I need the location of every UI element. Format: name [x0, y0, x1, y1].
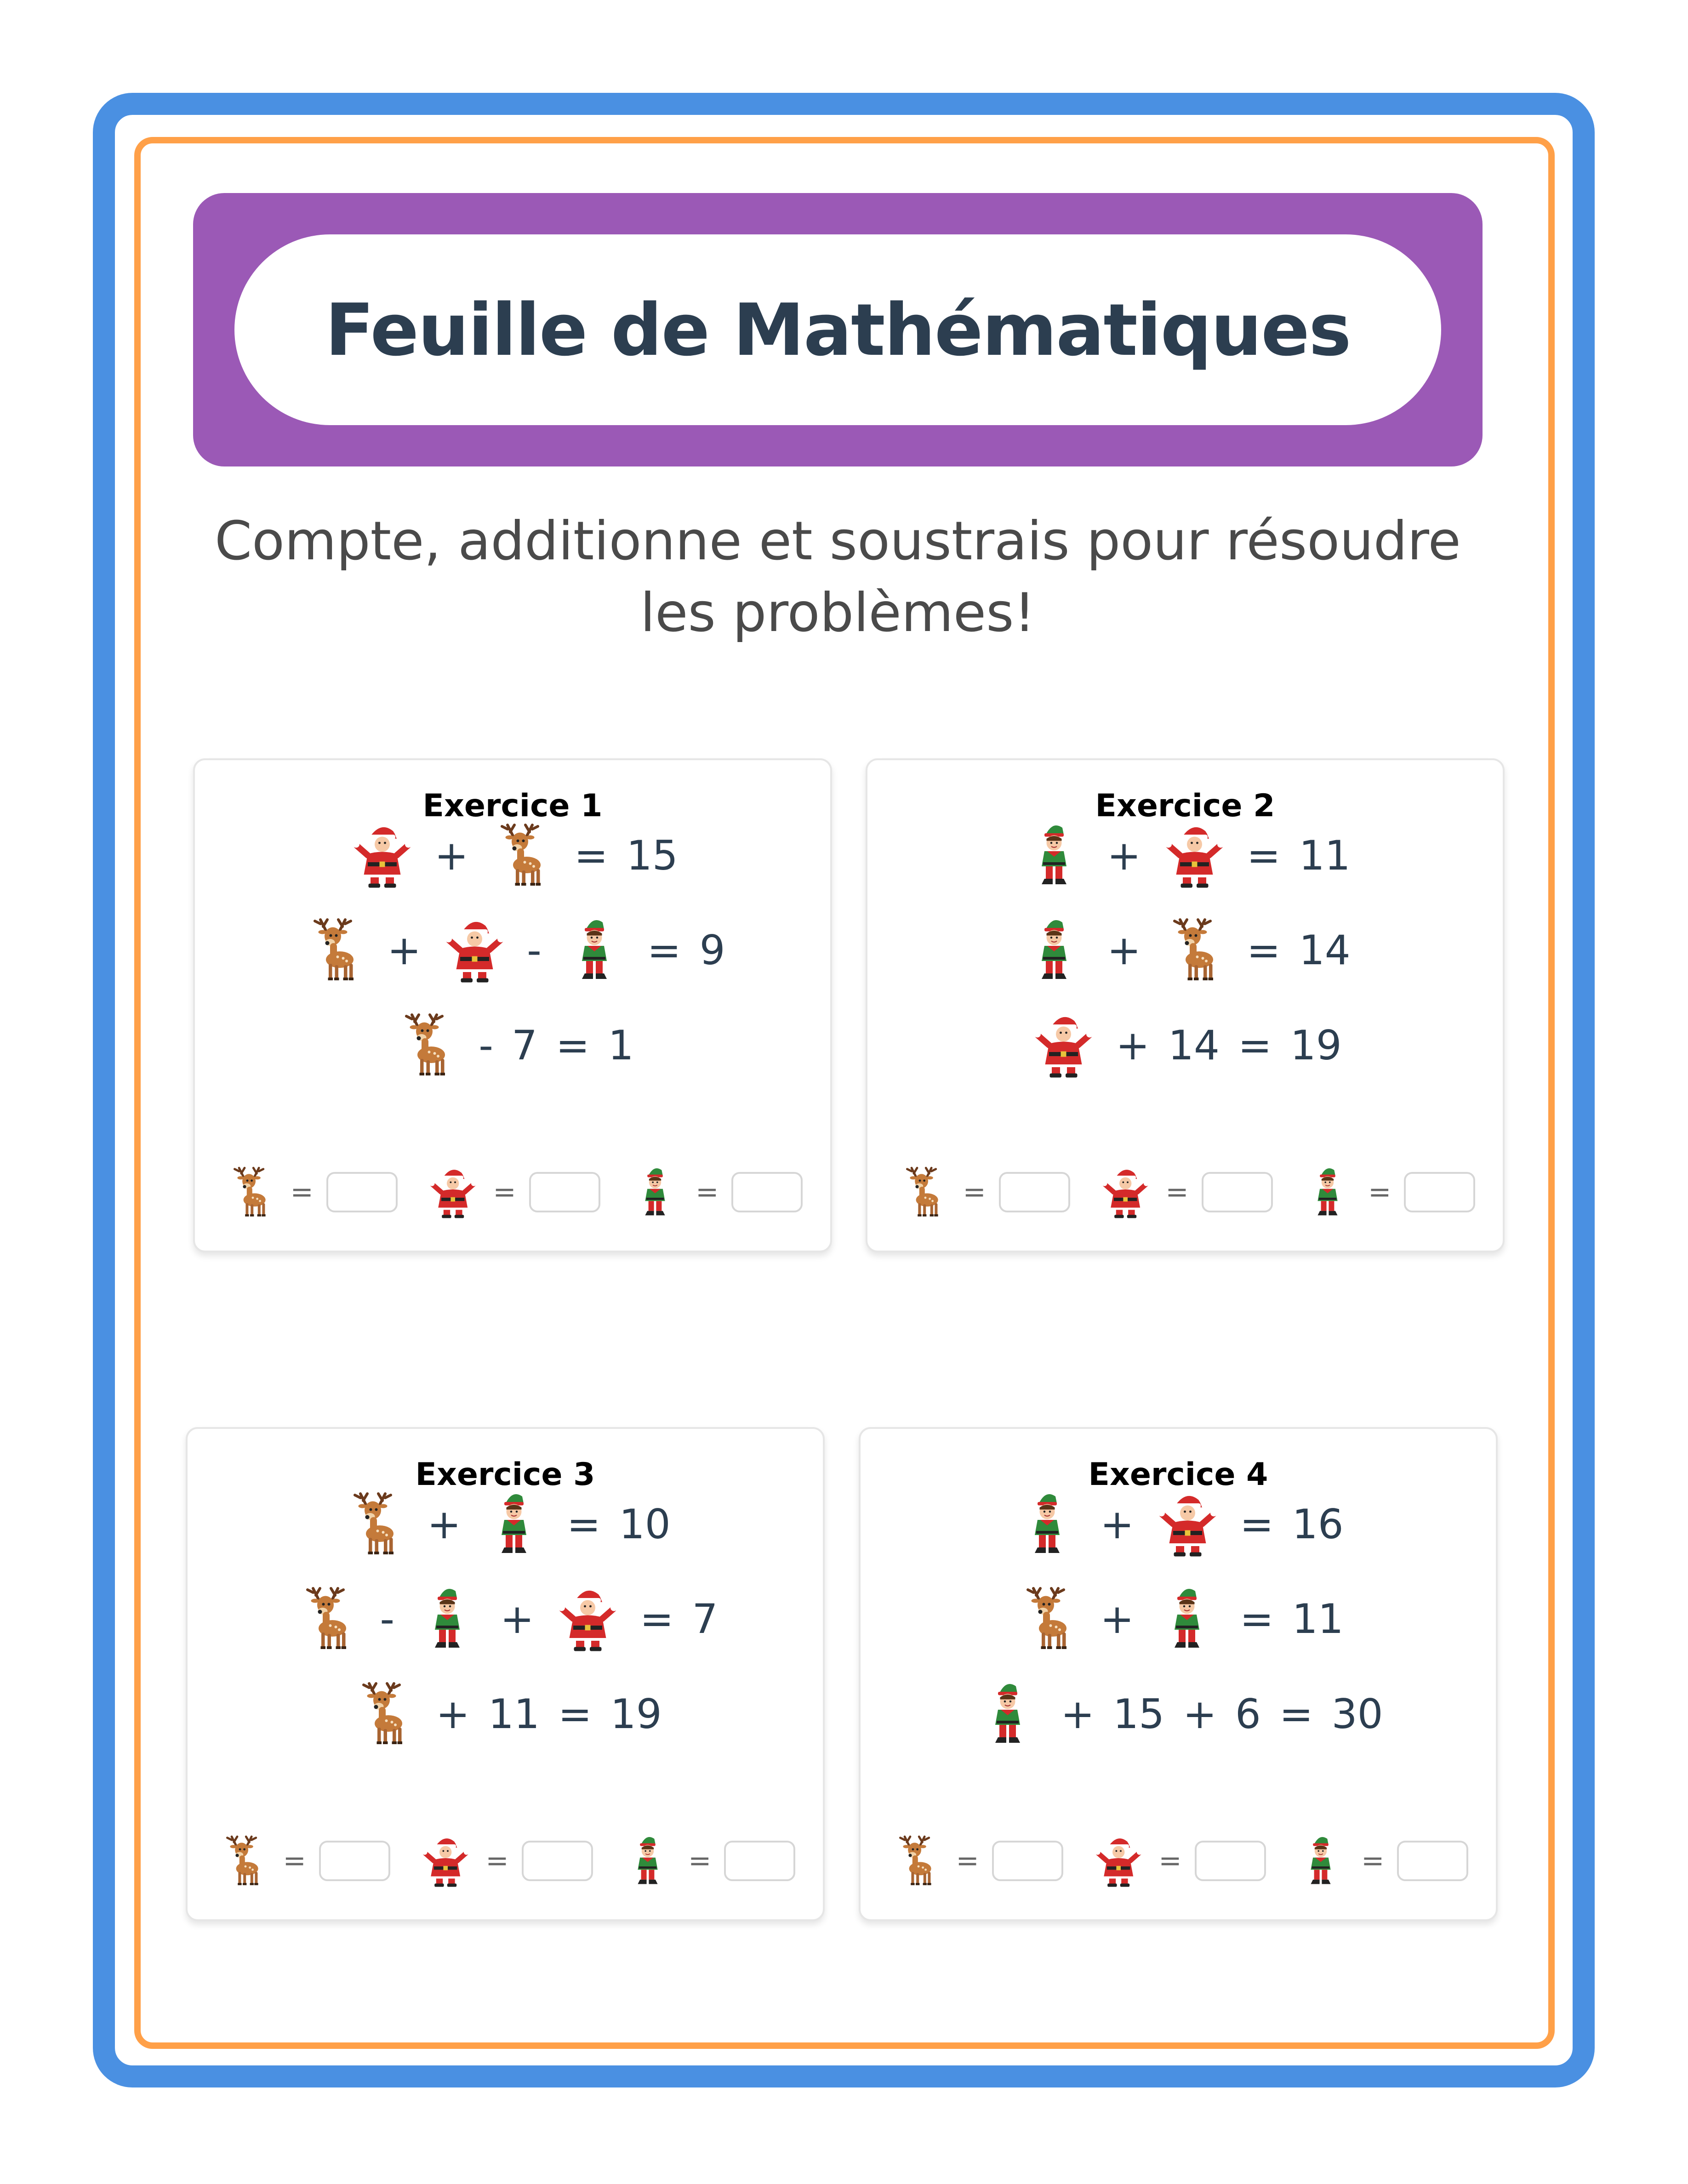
- answer-reindeer: [888, 1833, 1063, 1888]
- reindeer-icon: [487, 821, 556, 890]
- operator: =: [1238, 1021, 1272, 1069]
- exercise-title: Exercice 4: [1088, 1456, 1268, 1493]
- equals-sign: =: [1158, 1845, 1182, 1877]
- reindeer-icon: [300, 916, 369, 984]
- answer-box[interactable]: [999, 1172, 1070, 1212]
- instructions: [193, 506, 1483, 649]
- reindeer-icon: [1159, 916, 1228, 984]
- number: 10: [619, 1500, 671, 1548]
- answer-elf: [627, 1165, 803, 1220]
- operator: +: [1183, 1690, 1217, 1738]
- answer-reindeer: [895, 1165, 1070, 1220]
- santa-icon: [553, 1584, 622, 1653]
- answer-elf: [620, 1833, 795, 1888]
- answer-box[interactable]: [731, 1172, 803, 1212]
- equation-row: [188, 1675, 823, 1753]
- answer-santa: [417, 1833, 593, 1888]
- title-pill: [234, 234, 1441, 425]
- answer-box[interactable]: [992, 1841, 1063, 1881]
- title-banner: [193, 193, 1483, 466]
- reindeer-icon: [222, 1165, 278, 1220]
- equals-sign: =: [290, 1176, 314, 1208]
- equals-sign: =: [963, 1176, 986, 1208]
- answer-box[interactable]: [319, 1841, 390, 1881]
- santa-icon: [1028, 1011, 1097, 1080]
- operator: =: [558, 1690, 592, 1738]
- page-title: Feuille de Mathématiques: [325, 288, 1351, 372]
- operator: +: [1107, 831, 1141, 879]
- reindeer-icon: [348, 1679, 417, 1748]
- operator: =: [1240, 1595, 1274, 1643]
- number: 6: [1235, 1690, 1261, 1738]
- instructions-line-2: les problèmes!: [640, 582, 1036, 644]
- operator: -: [479, 1021, 494, 1069]
- operator: =: [647, 926, 681, 974]
- answer-reindeer: [215, 1833, 390, 1888]
- number: 11: [1299, 831, 1351, 879]
- equation-row: [195, 911, 830, 989]
- elf-icon: [560, 916, 629, 984]
- answer-box[interactable]: [1195, 1841, 1266, 1881]
- elf-icon: [1300, 1165, 1355, 1220]
- reindeer-icon: [340, 1490, 409, 1558]
- answer-box[interactable]: [1397, 1841, 1468, 1881]
- santa-icon: [1090, 1833, 1146, 1888]
- santa-icon: [1152, 1490, 1221, 1558]
- santa-icon: [1097, 1165, 1152, 1220]
- operator: +: [387, 926, 422, 974]
- reindeer-icon: [391, 1011, 460, 1080]
- answer-santa: [1090, 1833, 1266, 1888]
- equals-sign: =: [283, 1845, 306, 1877]
- answer-row: [188, 1831, 823, 1891]
- operator: +: [1100, 1500, 1134, 1548]
- elf-icon: [1293, 1833, 1348, 1888]
- number: 19: [610, 1690, 662, 1738]
- number: 15: [626, 831, 678, 879]
- operator: =: [556, 1021, 590, 1069]
- reindeer-icon: [888, 1833, 943, 1888]
- number: 14: [1168, 1021, 1220, 1069]
- elf-icon: [479, 1490, 548, 1558]
- number: 30: [1331, 1690, 1383, 1738]
- answer-box[interactable]: [724, 1841, 795, 1881]
- equals-sign: =: [1361, 1845, 1385, 1877]
- elf-icon: [1013, 1490, 1082, 1558]
- instructions-line-1: Compte, additionne et soustrais pour résoudre: [215, 510, 1461, 572]
- operator: =: [574, 831, 608, 879]
- equation-row: [867, 1006, 1503, 1084]
- number: 1: [608, 1021, 634, 1069]
- answer-santa: [1097, 1165, 1272, 1220]
- number: 7: [692, 1595, 718, 1643]
- equals-sign: =: [1165, 1176, 1189, 1208]
- operator: +: [427, 1500, 461, 1548]
- operator: +: [436, 1690, 470, 1738]
- equals-sign: =: [696, 1176, 719, 1208]
- exercise-title: Exercice 2: [1095, 788, 1275, 824]
- operator: +: [1107, 926, 1141, 974]
- operator: =: [1247, 926, 1281, 974]
- number: 7: [512, 1021, 538, 1069]
- operator: -: [527, 926, 542, 974]
- reindeer-icon: [895, 1165, 950, 1220]
- operator: =: [1240, 1500, 1274, 1548]
- answer-row: [867, 1162, 1503, 1222]
- equation-row: [867, 816, 1503, 894]
- equation-row: [861, 1580, 1496, 1658]
- operator: -: [380, 1595, 395, 1643]
- operator: =: [1279, 1690, 1313, 1738]
- elf-icon: [973, 1679, 1042, 1748]
- equals-sign: =: [485, 1845, 509, 1877]
- number: 16: [1292, 1500, 1344, 1548]
- elf-icon: [1152, 1584, 1221, 1653]
- answer-row: [861, 1831, 1496, 1891]
- operator: =: [639, 1595, 674, 1643]
- equals-sign: =: [493, 1176, 516, 1208]
- equation-row: [861, 1675, 1496, 1753]
- santa-icon: [417, 1833, 473, 1888]
- answer-elf: [1300, 1165, 1475, 1220]
- operator: =: [567, 1500, 601, 1548]
- operator: +: [1116, 1021, 1150, 1069]
- answer-elf: [1293, 1833, 1468, 1888]
- equals-sign: =: [688, 1845, 712, 1877]
- operator: +: [500, 1595, 534, 1643]
- answer-box[interactable]: [522, 1841, 593, 1881]
- answer-reindeer: [222, 1165, 398, 1220]
- elf-icon: [1020, 821, 1089, 890]
- answer-box[interactable]: [529, 1172, 600, 1212]
- number: 9: [699, 926, 725, 974]
- equation-row: [188, 1485, 823, 1563]
- equation-row: [861, 1485, 1496, 1563]
- equation-row: [867, 911, 1503, 989]
- operator: +: [434, 831, 468, 879]
- number: 14: [1299, 926, 1351, 974]
- equation-row: [188, 1580, 823, 1658]
- exercise-card-1: [193, 758, 832, 1252]
- reindeer-icon: [215, 1833, 270, 1888]
- reindeer-icon: [1013, 1584, 1082, 1653]
- number: 15: [1113, 1690, 1165, 1738]
- number: 11: [1292, 1595, 1344, 1643]
- answer-box[interactable]: [1404, 1172, 1475, 1212]
- santa-icon: [439, 916, 508, 984]
- elf-icon: [620, 1833, 675, 1888]
- elf-icon: [1020, 916, 1089, 984]
- elf-icon: [413, 1584, 482, 1653]
- number: 19: [1290, 1021, 1342, 1069]
- reindeer-icon: [292, 1584, 361, 1653]
- number: 11: [488, 1690, 540, 1738]
- operator: +: [1061, 1690, 1095, 1738]
- equation-row: [195, 1006, 830, 1084]
- answer-row: [195, 1162, 830, 1222]
- santa-icon: [347, 821, 416, 890]
- operator: +: [1100, 1595, 1134, 1643]
- answer-box[interactable]: [1202, 1172, 1273, 1212]
- equation-row: [195, 816, 830, 894]
- exercise-card-2: [866, 758, 1505, 1252]
- equals-sign: =: [956, 1845, 979, 1877]
- exercise-card-3: [186, 1427, 825, 1921]
- santa-icon: [425, 1165, 480, 1220]
- santa-icon: [1159, 821, 1228, 890]
- elf-icon: [627, 1165, 683, 1220]
- operator: =: [1247, 831, 1281, 879]
- exercise-title: Exercice 3: [415, 1456, 595, 1493]
- answer-santa: [425, 1165, 600, 1220]
- equals-sign: =: [1368, 1176, 1391, 1208]
- exercise-card-4: [859, 1427, 1498, 1921]
- exercise-title: Exercice 1: [422, 788, 603, 824]
- answer-box[interactable]: [326, 1172, 398, 1212]
